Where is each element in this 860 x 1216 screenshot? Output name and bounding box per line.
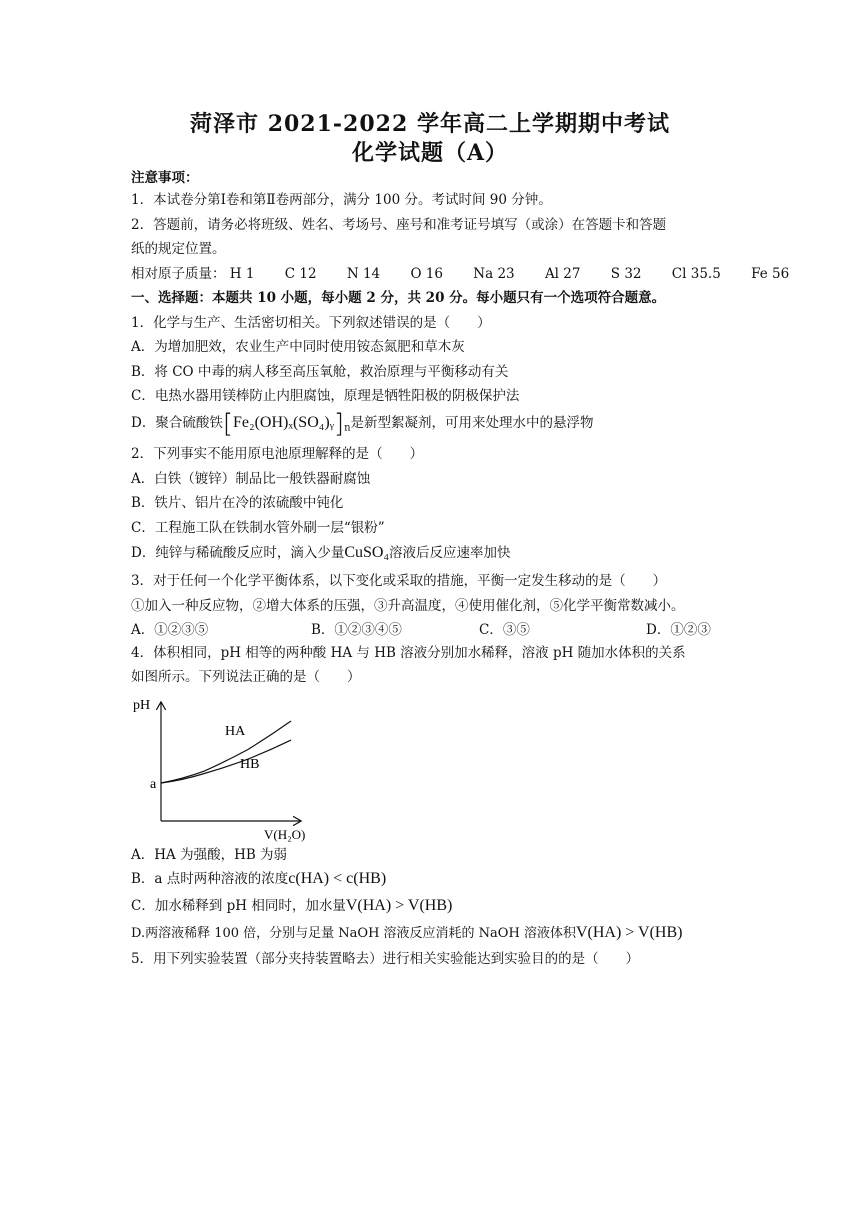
q5-stem: 5．用下列实验装置（部分夹持装置略去）进行相关实验能达到实验目的的是（ ） (131, 951, 640, 967)
notes-heading: 注意事项： (131, 170, 199, 186)
q2-option-c: C．工程施工队在铁制水管外刷一层“银粉” (131, 520, 385, 536)
mass-al: Al 27 (544, 266, 581, 282)
mass-c: C 12 (284, 266, 317, 282)
notes-item-2a: 2．答题前，请务必将班级、姓名、考场号、座号和准考证号填写（或涂）在答题卡和答题 (131, 217, 667, 233)
q4-stem-line-1: 4．体积相同，pH 相等的两种酸 HA 与 HB 溶液分别加水稀释，溶液 pH 随加水体积的关系 (131, 645, 686, 661)
x-axis-label: V(H₂O) (264, 827, 306, 842)
q2-option-d (131, 543, 511, 563)
q1-option-d-prefix: D．聚合硫酸铁 (131, 415, 223, 431)
series-hb-curve (161, 740, 291, 783)
mass-o: O 16 (410, 266, 443, 282)
q2-option-d-prefix: D．纯锌与稀硫酸反应时，滴入少量 (131, 545, 345, 561)
origin-label-a: a (150, 777, 157, 792)
q1-option-a: A．为增加肥效，农业生产中同时使用铵态氮肥和草木灰 (131, 339, 465, 355)
section-1-heading: 一、选择题：本题共 10 小题，每小题 2 分，共 20 分。每小题只有一个选项符合题意。 (131, 290, 666, 306)
q3-stem: 3．对于任何一个化学平衡体系，以下变化或采取的措施，平衡一定发生移动的是（ ） (131, 573, 667, 589)
q2-stem: 2．下列事实不能用原电池原理解释的是（ ） (131, 446, 424, 462)
q4-option-d-formula: V(HA) > V(HB) (575, 924, 683, 941)
mass-h: H 1 (229, 266, 255, 282)
q4-option-c-prefix: C．加水稀释到 pH 相同时，加水量 (131, 898, 346, 914)
q4-option-c (131, 896, 452, 916)
mass-na: Na 23 (473, 266, 515, 282)
q2-option-d-suffix: 溶液后反应速率加快 (389, 545, 511, 561)
q4-option-b-prefix: B．a 点时两种溶液的浓度 (131, 871, 289, 887)
q1-option-d-subscript: n (344, 422, 351, 434)
notes-item-1: 1．本试卷分第Ⅰ卷和第Ⅱ卷两部分，满分 100 分。考试时间 90 分钟。 (131, 192, 552, 208)
atomic-mass-row (131, 264, 815, 284)
q4-option-b-formula: c(HA) < c(HB) (288, 870, 387, 887)
q2-option-d-formula: CuSO₄ (344, 544, 390, 561)
q1-option-b: B．将 CO 中毒的病人移至高压氧舱，救治原理与平衡移动有关 (131, 364, 509, 380)
q3-option-a: A．①②③⑤ (131, 622, 209, 638)
q3-option-d: D．①②③ (646, 622, 711, 638)
q1-option-c: C．电热水器用镁棒防止内胆腐蚀，原理是牺牲阳极的阴极保护法 (131, 388, 520, 404)
mass-s: S 32 (610, 266, 642, 282)
mass-fe: Fe 56 (751, 266, 790, 282)
q2-option-b: B．铁片、铝片在冷的浓硫酸中钝化 (131, 495, 344, 511)
notes-item-2b: 纸的规定位置。 (131, 241, 226, 257)
q2-option-a: A．白铁（镀锌）制品比一般铁器耐腐蚀 (131, 471, 371, 487)
q4-option-d-prefix: D.两溶液稀释 100 倍，分别与足量 NaOH 溶液反应消耗的 NaOH 溶液体积 (131, 926, 576, 941)
q1-option-d: D．聚合硫酸铁$[Fe_2(OH)_x(SO_4)ᵧ]_n$是新型絮凝剂，可用来处理水中的悬浮物 (131, 409, 594, 439)
q3-option-b: B．①②③④⑤ (311, 622, 402, 638)
y-axis-label: pH (133, 698, 151, 713)
q3-conditions: ①加入一种反应物，②增大体系的压强，③升高温度，④使用催化剂，⑤化学平衡常数减小。 (131, 598, 685, 614)
exam-subtitle: 化学试题（A） (351, 140, 509, 166)
ph-dilution-chart (128, 693, 328, 843)
mass-n: N 14 (346, 266, 381, 282)
q4-option-a: A．HA 为强酸，HB 为弱 (131, 847, 288, 863)
series-ha-label: HA (225, 724, 246, 739)
q4-option-c-formula: V(HA) > V(HB) (345, 897, 453, 914)
q1-stem: 1．化学与生产、生活密切相关。下列叙述错误的是（ ） (131, 315, 491, 331)
atomic-mass-label: 相对原子质量： (131, 266, 226, 282)
exam-title: 菏泽市 2021-2022 学年高二上学期期中考试 (190, 111, 670, 137)
q4-option-b (131, 869, 386, 889)
q4-stem-line-2: 如图所示。下列说法正确的是（ ） (131, 669, 361, 685)
series-hb-label: HB (240, 757, 260, 772)
mass-cl: Cl 35.5 (671, 266, 721, 282)
q1-option-d-formula: Fe₂(OH)ₓ(SO₄)ᵧ (232, 414, 334, 431)
q1-option-d-suffix: 是新型絮凝剂，可用来处理水中的悬浮物 (350, 415, 594, 431)
q4-option-d (131, 923, 682, 944)
q3-option-c: C．③⑤ (479, 622, 530, 638)
